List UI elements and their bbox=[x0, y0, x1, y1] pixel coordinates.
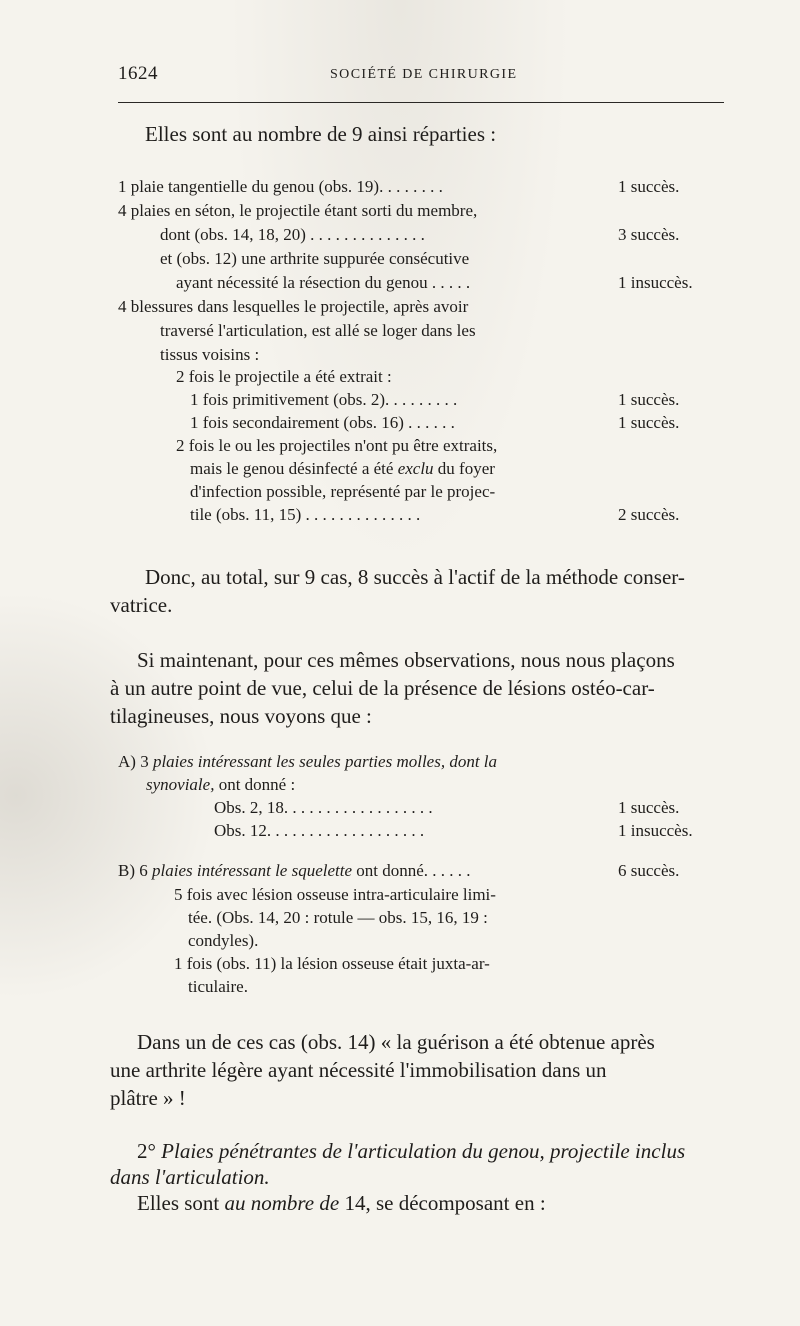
paragraph-total: Donc, au total, sur 9 cas, 8 succès à l'actif de la méthode conser- bbox=[145, 565, 685, 589]
paragraph-case: Dans un de ces cas (obs. 14) « la guérison a été obtenue après bbox=[137, 1030, 655, 1054]
list-item: 4 blessures dans lesquelles le projectile, après avoir bbox=[118, 297, 469, 316]
list-item: Obs. 2, 18. . . . . . . . . . . . . . . . . . bbox=[214, 798, 433, 817]
result-value: 1 insuccès. bbox=[618, 821, 693, 840]
list-item: condyles). bbox=[188, 931, 259, 950]
result-value: 3 succès. bbox=[618, 225, 680, 244]
list-item: 1 fois secondairement (obs. 16) . . . . . . bbox=[190, 413, 455, 432]
list-item: mais le genou désinfecté a été exclu du foyer bbox=[190, 459, 495, 478]
list-item: 5 fois avec lésion osseuse intra-articulaire limi- bbox=[174, 885, 496, 904]
list-item: 2 fois le projectile a été extrait : bbox=[176, 367, 392, 386]
paragraph-viewpoint: tilagineuses, nous voyons que : bbox=[110, 704, 372, 728]
list-item: 2 fois le ou les projectiles n'ont pu être extraits, bbox=[176, 436, 498, 455]
section-heading: 2° Plaies pénétrantes de l'articulation du genou, projectile inclus bbox=[137, 1139, 686, 1163]
list-item: 1 plaie tangentielle du genou (obs. 19). . . . . . . . bbox=[118, 177, 443, 196]
paragraph-viewpoint: Si maintenant, pour ces mêmes observations, nous nous plaçons bbox=[137, 648, 675, 672]
result-value: 6 succès. bbox=[618, 861, 680, 880]
result-value: 1 succès. bbox=[618, 390, 680, 409]
list-item: 1 fois (obs. 11) la lésion osseuse était juxta-ar- bbox=[174, 954, 490, 973]
list-item: B) 6 plaies intéressant le squelette ont donné. . . . . . bbox=[118, 861, 471, 880]
list-item: dont (obs. 14, 18, 20) . . . . . . . . . . . . . . bbox=[160, 225, 425, 244]
list-item: ticulaire. bbox=[188, 977, 248, 996]
list-item: traversé l'articulation, est allé se loger dans les bbox=[160, 321, 476, 340]
list-item: tissus voisins : bbox=[160, 345, 260, 364]
list-item: et (obs. 12) une arthrite suppurée consécutive bbox=[160, 249, 470, 268]
result-value: 1 insuccès. bbox=[618, 273, 693, 292]
list-item: synoviale, ont donné : bbox=[146, 775, 296, 794]
header-rule bbox=[118, 102, 724, 103]
list-item: 4 plaies en séton, le projectile étant sorti du membre, bbox=[118, 201, 478, 220]
running-title: SOCIÉTÉ DE CHIRURGIE bbox=[330, 67, 518, 82]
section-intro: Elles sont au nombre de 14, se décomposant en : bbox=[137, 1191, 546, 1215]
section-heading: dans l'articulation. bbox=[110, 1165, 270, 1189]
page-number: 1624 bbox=[118, 63, 158, 84]
list-item: 1 fois primitivement (obs. 2). . . . . . . . . bbox=[190, 390, 458, 409]
result-value: 1 succès. bbox=[618, 798, 680, 817]
list-item: tile (obs. 11, 15) . . . . . . . . . . . . . . bbox=[190, 505, 421, 524]
list-item: ayant nécessité la résection du genou . . . . . bbox=[176, 273, 471, 292]
paragraph-total: vatrice. bbox=[110, 593, 173, 617]
result-value: 2 succès. bbox=[618, 505, 680, 524]
list-item: A) 3 plaies intéressant les seules parties molles, dont la bbox=[118, 752, 498, 771]
paragraph-viewpoint: à un autre point de vue, celui de la présence de lésions ostéo-car- bbox=[110, 676, 655, 700]
result-value: 1 succès. bbox=[618, 413, 680, 432]
paragraph-case: plâtre » ! bbox=[110, 1086, 186, 1110]
list-item: Obs. 12. . . . . . . . . . . . . . . . . . . bbox=[214, 821, 425, 840]
paragraph-case: une arthrite légère ayant nécessité l'immobilisation dans un bbox=[110, 1058, 607, 1082]
intro-line: Elles sont au nombre de 9 ainsi réparties : bbox=[145, 122, 497, 146]
list-item: tée. (Obs. 14, 20 : rotule — obs. 15, 16, 19 : bbox=[188, 908, 488, 927]
result-value: 1 succès. bbox=[618, 177, 680, 196]
list-item: d'infection possible, représenté par le projec- bbox=[190, 482, 496, 501]
